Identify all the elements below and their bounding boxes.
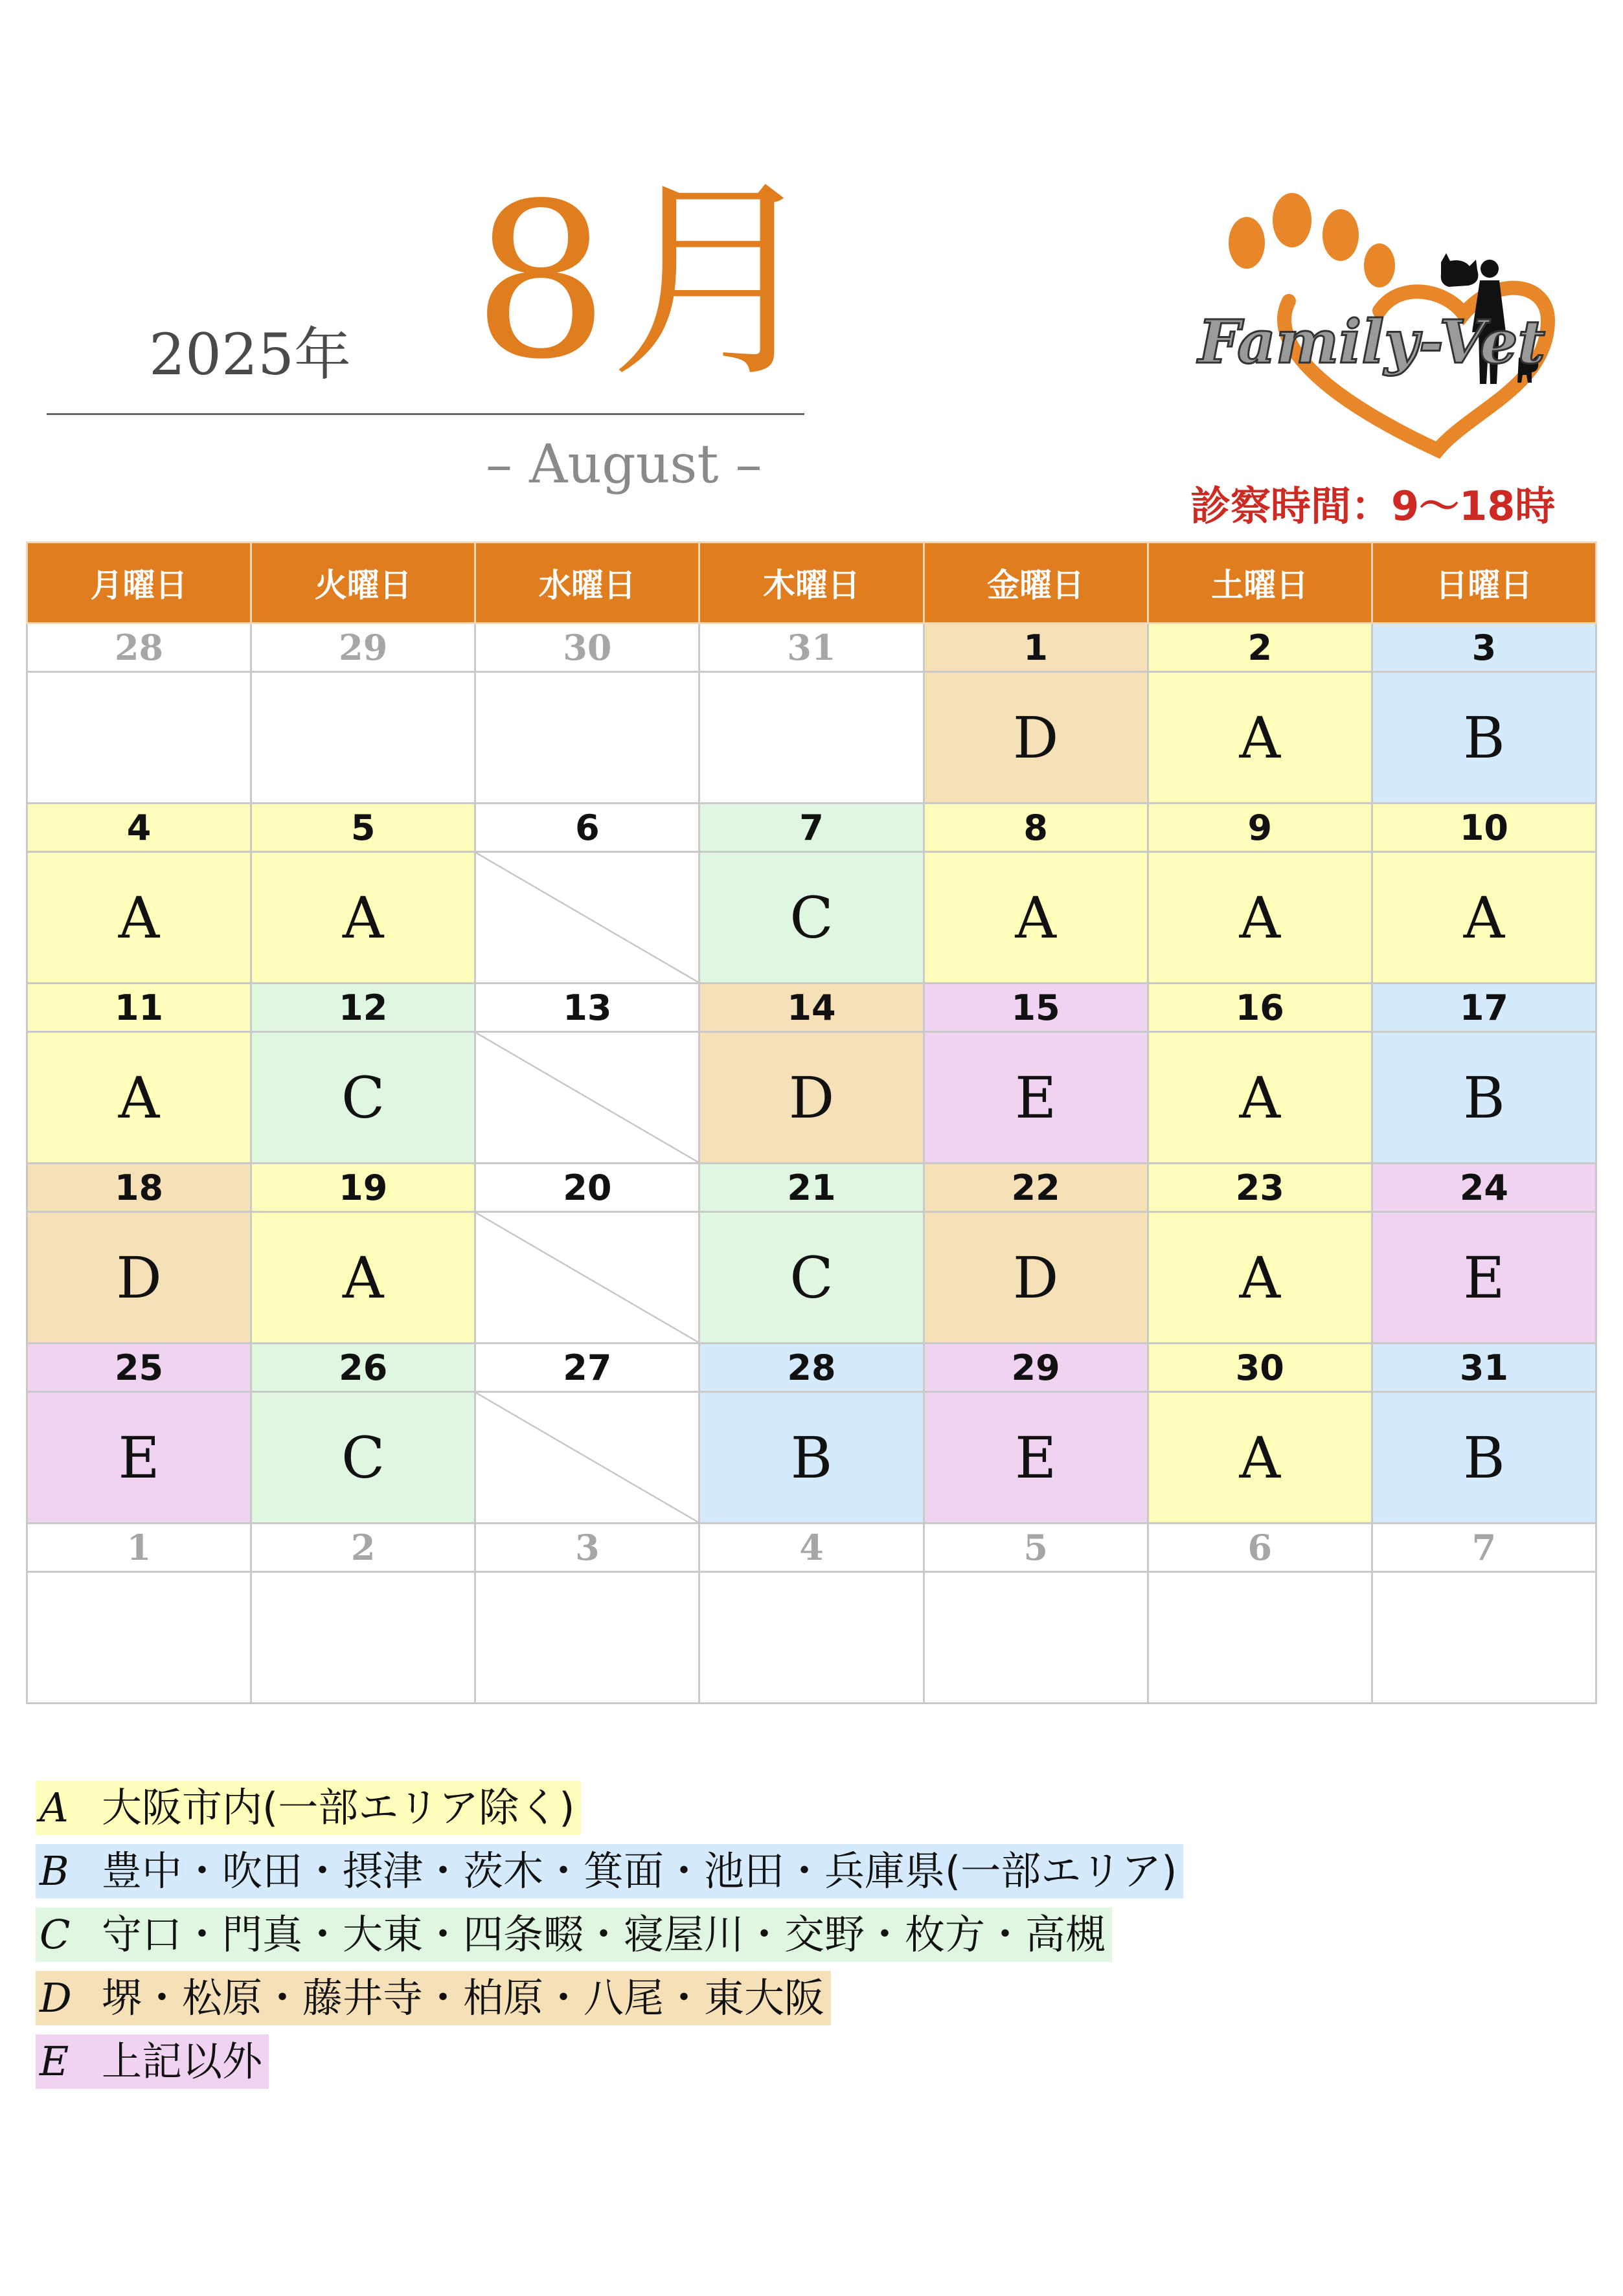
day-zone-cell: B	[1372, 672, 1596, 804]
day-zone-cell	[1148, 1572, 1372, 1704]
day-number: 29	[251, 624, 475, 672]
calendar-year: 2025年	[149, 321, 351, 388]
week-zone-row	[27, 1392, 1596, 1524]
day-number: 3	[475, 1524, 699, 1572]
legend-key: B	[40, 1847, 69, 1895]
paw-toe-icon	[1322, 209, 1359, 261]
day-zone-cell	[1372, 1572, 1596, 1704]
legend-text: 守口・門真・大東・四条畷・寝屋川・交野・枚方・高槻	[102, 1911, 1106, 1958]
week-daynumber-row	[27, 1164, 1596, 1212]
day-number: 2	[251, 1524, 475, 1572]
day-zone-cell: E	[1372, 1212, 1596, 1344]
closed-slash-icon	[476, 1213, 698, 1342]
weekday-header-sun: 日曜日	[1372, 543, 1596, 624]
day-zone-cell: A	[1148, 852, 1372, 984]
closed-slash-icon	[476, 1033, 698, 1162]
day-number: 14	[699, 984, 924, 1032]
legend-key: E	[40, 2038, 69, 2085]
day-zone-cell: D	[699, 1032, 924, 1164]
weekday-header-mon: 月曜日	[27, 543, 251, 624]
paw-toe-icon	[1364, 243, 1395, 287]
day-zone-cell: B	[699, 1392, 924, 1524]
week-zone-row	[27, 1572, 1596, 1704]
paw-toe-icon	[1273, 193, 1311, 247]
closed-slash-icon	[476, 853, 698, 982]
day-number: 28	[27, 624, 251, 672]
week-daynumber-row	[27, 804, 1596, 852]
family-vet-logo	[1185, 191, 1593, 463]
week-zone-row	[27, 1032, 1596, 1164]
paw-toe-icon	[1229, 217, 1265, 269]
day-zone-cell	[27, 1572, 251, 1704]
day-zone-cell: A	[1372, 852, 1596, 984]
day-number: 6	[1148, 1524, 1372, 1572]
day-zone-cell: A	[1148, 1392, 1372, 1524]
day-number: 9	[1148, 804, 1372, 852]
day-number: 12	[251, 984, 475, 1032]
day-number: 26	[251, 1344, 475, 1392]
day-zone-cell: A	[27, 1032, 251, 1164]
clinic-hours: 診察時間：9〜18時	[1190, 482, 1556, 530]
week-daynumber-row	[27, 984, 1596, 1032]
day-number: 1	[924, 624, 1148, 672]
day-number: 16	[1148, 984, 1372, 1032]
closed-slash-line	[476, 1393, 698, 1522]
day-zone-cell: A	[1148, 1032, 1372, 1164]
closed-slash-line	[476, 1033, 698, 1162]
person-head-icon	[1481, 260, 1499, 278]
day-number: 4	[699, 1524, 924, 1572]
weekday-header-sat: 土曜日	[1148, 543, 1372, 624]
legend-item-a	[36, 1781, 581, 1835]
legend-item-b	[36, 1844, 1183, 1898]
area-legend	[36, 1781, 1183, 2098]
weekday-header-tue: 火曜日	[251, 543, 475, 624]
calendar-body	[27, 624, 1596, 1704]
day-zone-cell	[699, 1572, 924, 1704]
day-zone-cell: E	[27, 1392, 251, 1524]
weekday-header-wed: 水曜日	[475, 543, 699, 624]
day-zone-cell	[251, 672, 475, 804]
legend-item-e	[36, 2034, 269, 2089]
day-zone-cell: A	[1148, 1212, 1372, 1344]
day-number: 8	[924, 804, 1148, 852]
day-number: 23	[1148, 1164, 1372, 1212]
weekday-header-thu: 木曜日	[699, 543, 924, 624]
day-number: 22	[924, 1164, 1148, 1212]
legend-item-c	[36, 1908, 1112, 1962]
day-number: 28	[699, 1344, 924, 1392]
week-zone-row	[27, 672, 1596, 804]
day-number: 29	[924, 1344, 1148, 1392]
legend-key: A	[40, 1784, 69, 1831]
legend-text: 堺・松原・藤井寺・柏原・八尾・東大阪	[102, 1974, 825, 2021]
closed-slash-line	[476, 853, 698, 982]
day-zone-cell: E	[924, 1392, 1148, 1524]
day-number: 17	[1372, 984, 1596, 1032]
day-number: 13	[475, 984, 699, 1032]
day-number: 30	[475, 624, 699, 672]
day-number: 3	[1372, 624, 1596, 672]
day-zone-cell: C	[699, 852, 924, 984]
day-number: 18	[27, 1164, 251, 1212]
calendar-grid	[26, 541, 1597, 1704]
calendar-month-english: – August –	[486, 434, 762, 495]
cat-silhouette-icon	[1441, 253, 1479, 287]
day-zone-cell: C	[699, 1212, 924, 1344]
title-divider	[47, 413, 804, 415]
day-zone-cell	[475, 672, 699, 804]
day-number: 7	[699, 804, 924, 852]
legend-text: 大阪市内(一部エリア除く)	[102, 1784, 575, 1831]
closed-slash-icon	[476, 1393, 698, 1522]
day-zone-cell: A	[251, 1212, 475, 1344]
day-number: 5	[251, 804, 475, 852]
day-number: 31	[699, 624, 924, 672]
week-zone-row	[27, 1212, 1596, 1344]
day-number: 30	[1148, 1344, 1372, 1392]
day-number: 27	[475, 1344, 699, 1392]
day-number: 2	[1148, 624, 1372, 672]
day-number: 19	[251, 1164, 475, 1212]
weekday-header-row	[27, 543, 1596, 624]
closed-day-cell	[475, 1392, 699, 1524]
closed-slash-line	[476, 1213, 698, 1342]
day-zone-cell: D	[924, 672, 1148, 804]
day-zone-cell: B	[1372, 1032, 1596, 1164]
legend-text: 上記以外	[102, 2038, 263, 2085]
closed-day-cell	[475, 1032, 699, 1164]
day-zone-cell	[475, 1572, 699, 1704]
day-zone-cell: A	[924, 852, 1148, 984]
week-zone-row	[27, 852, 1596, 984]
legend-key: C	[40, 1911, 71, 1958]
day-zone-cell: C	[251, 1392, 475, 1524]
calendar-month: 8月	[473, 157, 823, 406]
day-zone-cell	[251, 1572, 475, 1704]
day-zone-cell: D	[924, 1212, 1148, 1344]
day-number: 15	[924, 984, 1148, 1032]
closed-day-cell	[475, 1212, 699, 1344]
day-zone-cell: A	[27, 852, 251, 984]
weekday-header-fri: 金曜日	[924, 543, 1148, 624]
day-zone-cell	[924, 1572, 1148, 1704]
day-zone-cell: A	[251, 852, 475, 984]
day-number: 24	[1372, 1164, 1596, 1212]
day-number: 25	[27, 1344, 251, 1392]
day-number: 4	[27, 804, 251, 852]
day-zone-cell	[27, 672, 251, 804]
day-number: 6	[475, 804, 699, 852]
day-number: 21	[699, 1164, 924, 1212]
week-daynumber-row	[27, 1524, 1596, 1572]
day-number: 20	[475, 1164, 699, 1212]
day-number: 11	[27, 984, 251, 1032]
closed-day-cell	[475, 852, 699, 984]
week-daynumber-row	[27, 624, 1596, 672]
day-zone-cell: C	[251, 1032, 475, 1164]
day-zone-cell	[699, 672, 924, 804]
day-zone-cell: D	[27, 1212, 251, 1344]
logo-text: Family-Vet	[1198, 307, 1546, 377]
day-zone-cell: B	[1372, 1392, 1596, 1524]
legend-text: 豊中・吹田・摂津・茨木・箕面・池田・兵庫県(一部エリア)	[102, 1847, 1177, 1895]
day-number: 5	[924, 1524, 1148, 1572]
day-zone-cell: E	[924, 1032, 1148, 1164]
day-number: 31	[1372, 1344, 1596, 1392]
week-daynumber-row	[27, 1344, 1596, 1392]
legend-key: D	[40, 1974, 72, 2021]
day-zone-cell: A	[1148, 672, 1372, 804]
legend-item-d	[36, 1971, 831, 2025]
day-number: 7	[1372, 1524, 1596, 1572]
day-number: 1	[27, 1524, 251, 1572]
day-number: 10	[1372, 804, 1596, 852]
